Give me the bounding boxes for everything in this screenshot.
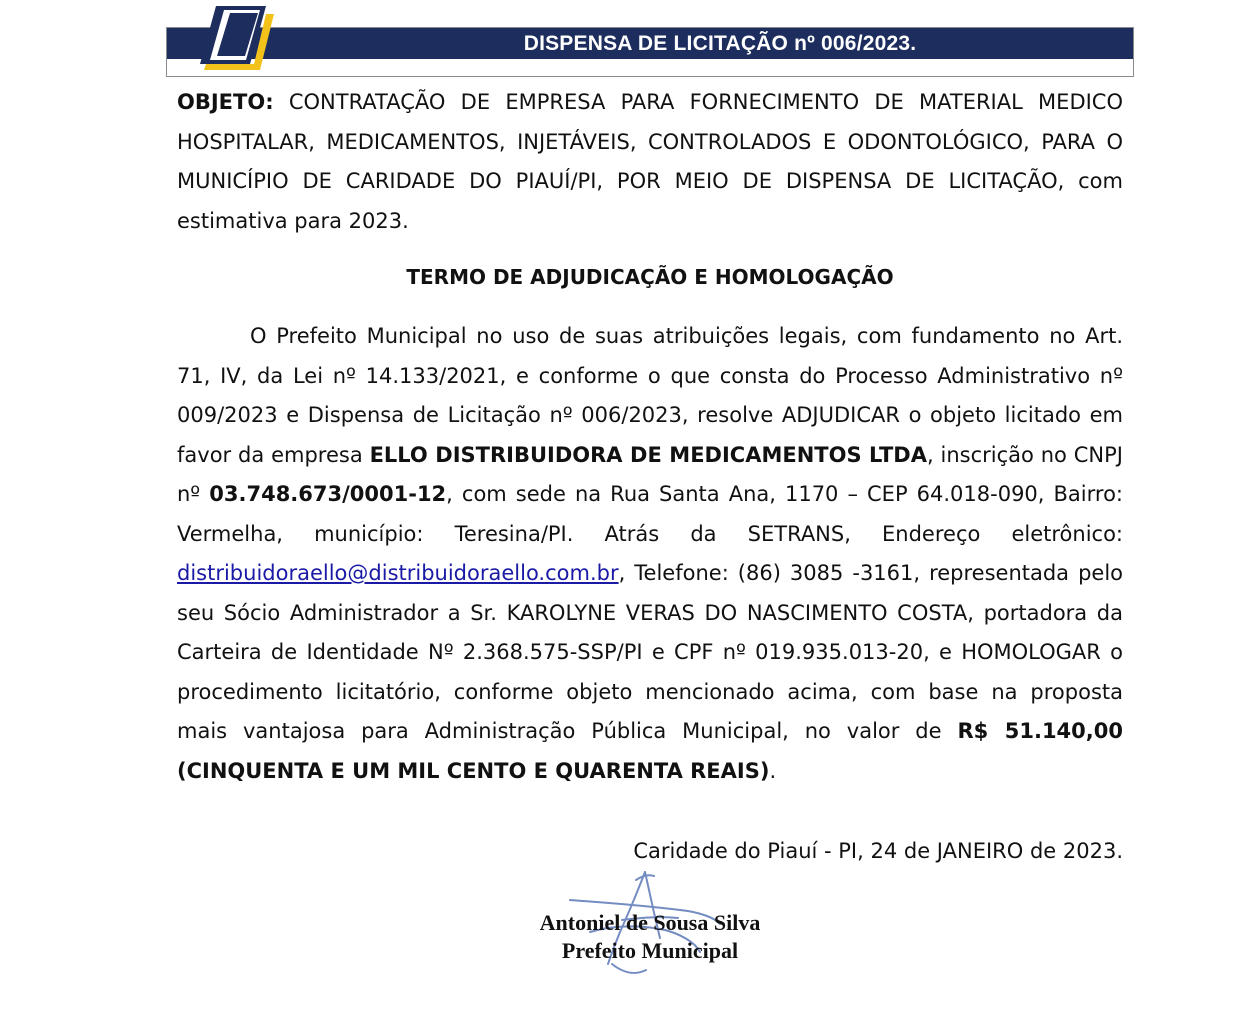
dateline: Caridade do Piauí - PI, 24 de JANEIRO de 2023. bbox=[633, 839, 1123, 863]
body-text-3: , com sede na Rua Santa Ana, 1170 – CEP 64.018-090, Bairro: Vermelha, município: Teresina/PI. Atrás da SETRANS, Endereço eletrônico: bbox=[177, 482, 1123, 546]
termo-title: TERMO DE ADJUDICAÇÃO E HOMOLOGAÇÃO bbox=[406, 265, 894, 289]
signatory-role: Prefeito Municipal bbox=[561, 938, 739, 963]
header-title: DISPENSA DE LICITAÇÃO nº 006/2023. bbox=[523, 32, 917, 55]
body-text-5: . bbox=[769, 758, 777, 783]
signature-block bbox=[480, 860, 820, 1010]
contract-value: R$ 51.140,00 (CINQUENTA E UM MIL CENTO E QUARENTA REAIS) bbox=[177, 719, 1123, 783]
email-link[interactable]: distribuidoraello@distribuidoraello.com.br bbox=[177, 561, 619, 585]
body-text-2: , inscrição no CNPJ nº bbox=[177, 442, 1123, 506]
signatory-name: Antoniel de Sousa Silva bbox=[539, 910, 761, 935]
objeto-text: CONTRATAÇÃO DE EMPRESA PARA FORNECIMENTO DE MATERIAL MEDICO HOSPITALAR, MEDICAMENTOS, INJETÁVEIS, CONTROLADOS E ODONTOLÓGICO, PARA O MUNICÍPIO DE CARIDADE DO PIAUÍ/PI, POR MEIO DE DISPENSA DE LICITAÇÃO, com estimativa para 2023. bbox=[177, 90, 1123, 233]
body-paragraph bbox=[177, 317, 1123, 791]
body-text-1: O Prefeito Municipal no uso de suas atribuições legais, com fundamento no Art. 71, IV, da Lei nº 14.133/2021, e conforme o que consta do Processo Administrativo nº 009/2023 e Dispensa de Licitação nº 006/2023, resolve ADJUDICAR o objeto licitado em favor da empresa bbox=[177, 324, 1123, 467]
logo-icon bbox=[200, 4, 280, 72]
objeto-label: OBJETO: bbox=[177, 90, 274, 114]
cnpj-number: 03.748.673/0001-12 bbox=[209, 482, 447, 506]
document-header bbox=[166, 27, 1134, 77]
body-text-4: , Telefone: (86) 3085 -3161, representada pelo seu Sócio Administrador a Sr. KAROLYNE VERAS DO NASCIMENTO COSTA, portadora da Carteira de Identidade Nº 2.368.575-SSP/PI e CPF nº 019.935.013-20, e HOMOLOGAR o procedimento licitatório, conforme objeto mencionado acima, com base na proposta mais vantajosa para Administração Pública Municipal, no valor de bbox=[177, 561, 1123, 743]
company-name: ELLO DISTRIBUIDORA DE MEDICAMENTOS LTDA bbox=[369, 442, 927, 467]
objeto-paragraph bbox=[177, 83, 1123, 241]
